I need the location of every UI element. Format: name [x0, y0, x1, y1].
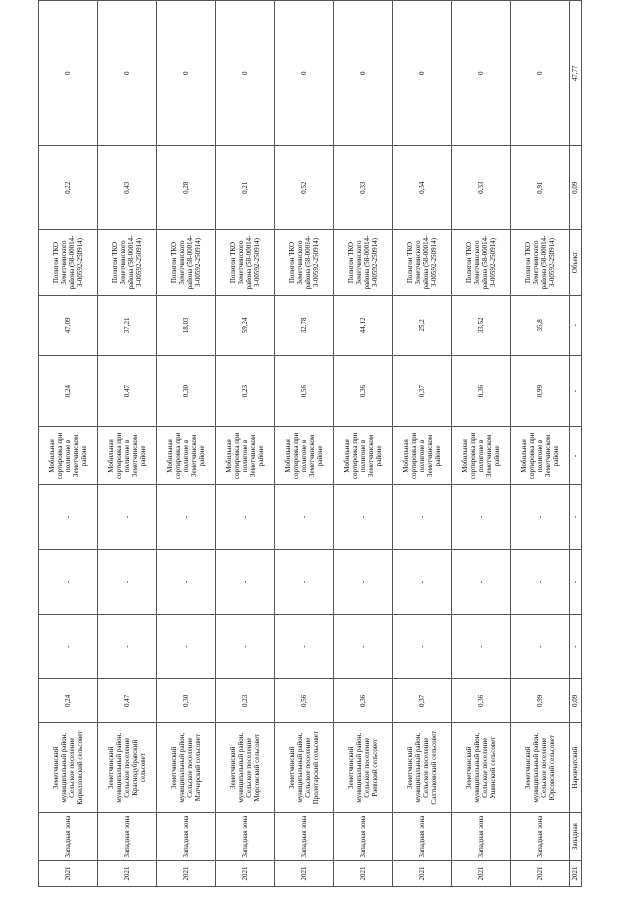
table-row [334, 1, 393, 887]
facility-cell: Мобильная сортировка при полигоне в Земетчинском районе [157, 427, 216, 485]
destination-cell: Полигон ТКО Земетчинского района (58-00014-З-00592-250914) [157, 230, 216, 296]
value-2-cell: 0,23 [216, 355, 275, 427]
value-1-cell: 0,99 [511, 679, 570, 723]
zone-cell: Западная зона [39, 813, 98, 861]
value-5-cell: 0 [511, 1, 570, 146]
dash-1-cell: - [452, 614, 511, 679]
zone-cell: Западная зона [511, 813, 570, 861]
value-4-cell: 0,33 [334, 146, 393, 230]
value-1-cell: 0,56 [275, 679, 334, 723]
year-cell: 2021 [511, 861, 570, 887]
table-row [511, 1, 570, 887]
dash-1-cell: - [334, 614, 393, 679]
value-5-cell: 0 [98, 1, 157, 146]
destination-cell: Полигон ТКО Земетчинского района (58-00014-З-00592-250914) [393, 230, 452, 296]
zone-cell: Западная зона [275, 813, 334, 861]
value-1-cell: 0,09 [570, 679, 582, 723]
destination-cell: Полигон ТКО Земетчинского района (58-00014-З-00592-250914) [275, 230, 334, 296]
value-2-cell: 0,47 [98, 355, 157, 427]
zone-cell: Западная [570, 813, 582, 861]
value-5-cell: 0 [275, 1, 334, 146]
year-cell: 2021 [157, 861, 216, 887]
value-1-cell: 0,36 [452, 679, 511, 723]
municipality-cell: Земетчинский муниципальный район, Сельское поселение Матчерский сельсовет [157, 723, 216, 813]
zone-cell: Западная зона [157, 813, 216, 861]
dash-3-cell: - [275, 485, 334, 550]
value-3-cell: 59,24 [216, 295, 275, 355]
value-4-cell: 0,28 [157, 146, 216, 230]
dash-2-cell: - [452, 550, 511, 615]
dash-1-cell: - [570, 614, 582, 679]
value-5-cell: 0 [157, 1, 216, 146]
value-4-cell: 0,09 [570, 146, 582, 230]
value-4-cell: 0,34 [393, 146, 452, 230]
zone-cell: Западная зона [334, 813, 393, 861]
value-1-cell: 0,37 [393, 679, 452, 723]
dash-3-cell: - [39, 485, 98, 550]
facility-cell: Мобильная сортировка при полигоне в Земетчинском районе [275, 427, 334, 485]
value-3-cell: 25,2 [393, 295, 452, 355]
dash-3-cell: - [570, 485, 582, 550]
dash-3-cell: - [452, 485, 511, 550]
value-5-cell: 0 [393, 1, 452, 146]
dash-1-cell: - [393, 614, 452, 679]
value-5-cell: 0 [39, 1, 98, 146]
dash-2-cell: - [334, 550, 393, 615]
value-3-cell: 44,12 [334, 295, 393, 355]
dash-1-cell: - [157, 614, 216, 679]
zone-cell: Западная зона [98, 813, 157, 861]
facility-cell: Мобильная сортировка при полигоне в Земетчинском районе [452, 427, 511, 485]
municipality-cell: Земетчинский муниципальный район, Сельское поселение Ушинский сельсовет [452, 723, 511, 813]
value-1-cell: 0,36 [334, 679, 393, 723]
dash-3-cell: - [334, 485, 393, 550]
municipality-cell: Земетчинский муниципальный район, Сельское поселение Юрсовский сельсовет [511, 723, 570, 813]
dash-2-cell: - [157, 550, 216, 615]
table-row [452, 1, 511, 887]
zone-cell: Западная зона [393, 813, 452, 861]
value-3-cell: 37,21 [98, 295, 157, 355]
dash-2-cell: - [98, 550, 157, 615]
destination-cell: Полигон ТКО Земетчинского района (58-00014-З-00592-250914) [216, 230, 275, 296]
destination-cell: Полигон ТКО Земетчинского района (58-00014-З-00592-250914) [452, 230, 511, 296]
destination-cell: Полигон ТКО Земетчинского района (58-00014-З-00592-250914) [98, 230, 157, 296]
value-2-cell: 0,24 [39, 355, 98, 427]
destination-cell: Полигон ТКО Земетчинского района (58-00014-З-00592-250914) [39, 230, 98, 296]
dash-2-cell: - [275, 550, 334, 615]
facility-cell: Мобильная сортировка при полигоне в Земетчинском районе [98, 427, 157, 485]
value-4-cell: 0,52 [275, 146, 334, 230]
value-2-cell: 0,36 [452, 355, 511, 427]
year-cell: 2021 [275, 861, 334, 887]
table-row [39, 1, 98, 887]
table-row [157, 1, 216, 887]
dash-3-cell: - [393, 485, 452, 550]
table-row [216, 1, 275, 887]
value-4-cell: 0,21 [216, 146, 275, 230]
municipality-cell: Земетчинский муниципальный район, Сельское поселение Раевский сельсовет [334, 723, 393, 813]
dash-1-cell: - [39, 614, 98, 679]
facility-cell: - [570, 427, 582, 485]
facility-cell: Мобильная сортировка при полигоне в Земетчинском районе [334, 427, 393, 485]
table-row [98, 1, 157, 887]
table-row [393, 1, 452, 887]
dash-3-cell: - [511, 485, 570, 550]
dash-1-cell: - [275, 614, 334, 679]
municipality-cell: Земетчинский муниципальный район, Сельское поселение Морсовский сельсовет [216, 723, 275, 813]
zone-cell: Западная зона [452, 813, 511, 861]
value-4-cell: 0,91 [511, 146, 570, 230]
value-5-cell: 47,77 [570, 1, 582, 146]
value-4-cell: 0,43 [98, 146, 157, 230]
value-2-cell: 0,36 [334, 355, 393, 427]
dash-3-cell: - [157, 485, 216, 550]
waste-flow-table [38, 0, 582, 887]
facility-cell: Мобильная сортировка при полигоне в Земетчинском районе [511, 427, 570, 485]
destination-cell: Полигон ТКО Земетчинского района (58-00014-З-00592-250914) [334, 230, 393, 296]
value-3-cell: 35,8 [511, 295, 570, 355]
municipality-cell: Земетчинский муниципальный район, Сельское поселение Пролетарский сельсовет [275, 723, 334, 813]
facility-cell: Мобильная сортировка при полигоне в Земетчинском районе [393, 427, 452, 485]
facility-cell: Мобильная сортировка при полигоне в Земетчинском районе [216, 427, 275, 485]
municipality-cell: Земетчинский муниципальный район, Сельское поселение Салтыковский сельсовет [393, 723, 452, 813]
table-row-partial [570, 1, 582, 887]
year-cell: 2021 [570, 861, 582, 887]
value-2-cell: 0,56 [275, 355, 334, 427]
value-4-cell: 0,22 [39, 146, 98, 230]
dash-1-cell: - [511, 614, 570, 679]
dash-2-cell: - [216, 550, 275, 615]
value-1-cell: 0,30 [157, 679, 216, 723]
value-2-cell: - [570, 355, 582, 427]
dash-2-cell: - [39, 550, 98, 615]
value-2-cell: 0,30 [157, 355, 216, 427]
value-2-cell: 0,37 [393, 355, 452, 427]
dash-3-cell: - [98, 485, 157, 550]
year-cell: 2021 [98, 861, 157, 887]
year-cell: 2021 [393, 861, 452, 887]
year-cell: 2021 [216, 861, 275, 887]
value-4-cell: 0,33 [452, 146, 511, 230]
zone-cell: Западная зона [216, 813, 275, 861]
municipality-cell: Наровчатский [570, 723, 582, 813]
value-5-cell: 0 [452, 1, 511, 146]
value-1-cell: 0,24 [39, 679, 98, 723]
table-row [275, 1, 334, 887]
value-3-cell: - [570, 295, 582, 355]
year-cell: 2021 [452, 861, 511, 887]
value-2-cell: 0,99 [511, 355, 570, 427]
municipality-cell: Земетчинский муниципальный район, Сельское поселение Краснодубравский сельсовет [98, 723, 157, 813]
value-1-cell: 0,23 [216, 679, 275, 723]
year-cell: 2021 [39, 861, 98, 887]
value-5-cell: 0 [334, 1, 393, 146]
destination-cell: Полигон ТКО Земетчинского района (58-00014-З-00592-250914) [511, 230, 570, 296]
value-1-cell: 0,47 [98, 679, 157, 723]
dash-1-cell: - [98, 614, 157, 679]
value-3-cell: 32,78 [275, 295, 334, 355]
dash-2-cell: - [570, 550, 582, 615]
value-3-cell: 33,52 [452, 295, 511, 355]
dash-2-cell: - [511, 550, 570, 615]
municipality-cell: Земетчинский муниципальный район, Сельское поселение Кирилловский сельсовет [39, 723, 98, 813]
dash-3-cell: - [216, 485, 275, 550]
facility-cell: Мобильная сортировка при полигоне в Земетчинском районе [39, 427, 98, 485]
value-3-cell: 18,03 [157, 295, 216, 355]
value-5-cell: 0 [216, 1, 275, 146]
destination-cell: Объект [570, 230, 582, 296]
dash-2-cell: - [393, 550, 452, 615]
year-cell: 2021 [334, 861, 393, 887]
value-3-cell: 47,09 [39, 295, 98, 355]
dash-1-cell: - [216, 614, 275, 679]
